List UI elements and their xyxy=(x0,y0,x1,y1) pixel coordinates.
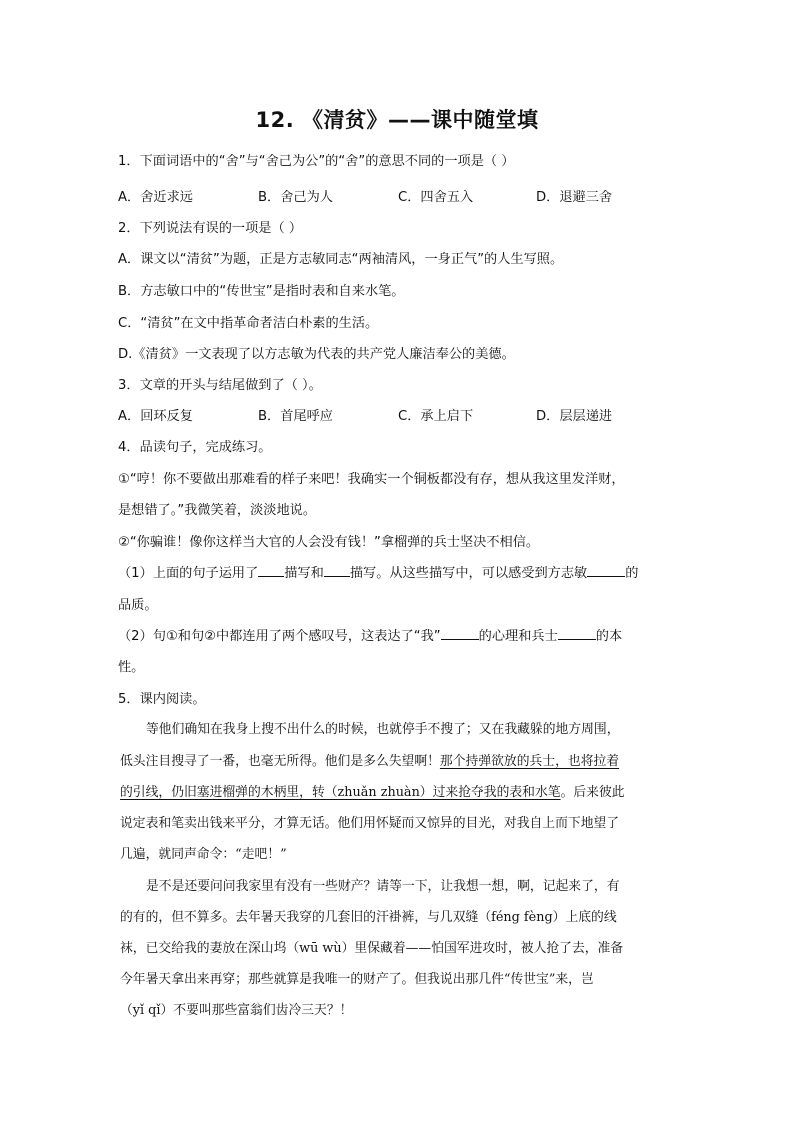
passage-p1-line-3-plain: 。后来彼此 xyxy=(560,785,625,800)
question-3-stem: 3．文章的开头与结尾做到了（ ）。 xyxy=(118,378,322,393)
question-1-option-a[interactable]: A．舍近求远 xyxy=(118,190,193,205)
question-3-option-a[interactable]: A．回环反复 xyxy=(118,409,193,424)
sub-question-1-text-b: 描写和 xyxy=(284,566,324,581)
question-4-stem: 4．品读句子，完成练习。 xyxy=(118,440,272,455)
sub-question-1-line-2: 品质。 xyxy=(118,598,158,613)
passage-p2-line-3: 袜，已交给我的妻放在深山坞（wū wù）里保藏着——怕国军进攻时，被人抢了去，准备 xyxy=(120,941,624,956)
answer-blank[interactable] xyxy=(324,564,350,577)
sentence-1-line-1: ①“哼！你不要做出那难看的样子来吧！我确实一个铜板都没有存，想从我这里发洋财， xyxy=(118,472,625,487)
page-title: 12. 《清贫》——课中随堂填 xyxy=(255,108,539,132)
sub-question-2 xyxy=(118,625,622,644)
question-1-option-d[interactable]: D．退避三舍 xyxy=(536,190,613,205)
question-2-option-a[interactable]: A．课文以“清贫”为题，正是方志敏同志“两袖清风，一身正气”的人生写照。 xyxy=(118,252,564,267)
question-3-option-b[interactable]: B．首尾呼应 xyxy=(258,409,333,424)
question-2-option-d[interactable]: D.《清贫》一文表现了以方志敏为代表的共产党人廉洁奉公的美德。 xyxy=(118,347,515,362)
question-1-stem: 1．下面词语中的“舍”与“舍己为公”的“舍”的意思不同的一项是（ ） xyxy=(118,154,515,169)
passage-p1-line-3 xyxy=(120,781,676,800)
question-2-stem: 2．下列说法有误的一项是（ ） xyxy=(118,221,303,236)
passage-underlined-sentence-cont: 的引线，仍旧塞进榴弹的木柄里，转（zhuǎn zhuàn）过来抢夺我的表和水笔 xyxy=(120,785,561,800)
passage-p2-line-1: 是不是还要问问我家里有没有一些财产？请等一下，让我想一想，啊，记起来了，有 xyxy=(146,879,620,894)
sub-question-2-line-2: 性。 xyxy=(118,660,145,675)
answer-blank[interactable] xyxy=(558,627,596,640)
sub-question-1-text-a: （1）上面的句子运用了 xyxy=(118,566,259,581)
sub-question-1-text-d: 的 xyxy=(625,566,639,581)
question-1-option-c[interactable]: C．四舍五入 xyxy=(398,190,474,205)
sub-question-2-text-b: 的心理和兵士 xyxy=(478,629,558,644)
answer-blank[interactable] xyxy=(258,564,284,577)
passage-p1-line-5: 几遍，就同声命令：“走吧！” xyxy=(120,847,287,862)
question-2-option-b[interactable]: B．方志敏口中的“传世宝”是指时表和自来水笔。 xyxy=(118,284,405,299)
answer-blank[interactable] xyxy=(441,627,479,640)
passage-p2-line-2: 的有的，但不算多。去年暑天我穿的几套旧的汗褂裤，与几双缝（féng fèng）上底的线 xyxy=(120,910,617,925)
sub-question-1-text-c: 描写。从这些描写中，可以感受到方志敏 xyxy=(349,566,588,581)
sentence-2: ②“你骗谁！像你这样当大官的人会没有钱！”拿榴弹的兵士坚决不相信。 xyxy=(118,535,540,550)
passage-underlined-sentence: 那个持弹欲放的兵士，也将拉着 xyxy=(439,754,620,769)
passage-p2-line-5: （yǐ qǐ）不要叫那些富翁们齿冷三天？！ xyxy=(120,1003,353,1018)
passage-p2-line-4: 今年暑天拿出来再穿；那些就算是我唯一的财产了。但我说出那几件“传世宝”来，岂 xyxy=(120,972,594,987)
passage-p1-line-4: 说定表和笔卖出钱来平分，才算无话。他们用怀疑而又惊异的目光，对我自上而下地望了 xyxy=(120,816,620,831)
question-3-option-d[interactable]: D．层层递进 xyxy=(536,409,613,424)
sub-question-2-text-a: （2）句①和句②中都连用了两个感叹号，这表达了“我” xyxy=(118,629,441,644)
answer-blank[interactable] xyxy=(587,564,625,577)
question-1-option-b[interactable]: B．舍己为人 xyxy=(258,190,333,205)
passage-p1-line-2-plain: 低头注目搜寻了一番，也毫无所得。他们是多么失望啊！ xyxy=(120,754,440,769)
question-3-option-c[interactable]: C．承上启下 xyxy=(398,409,474,424)
passage-p1-line-1: 等他们确知在我身上搜不出什么的时候，也就停手不搜了；又在我藏躲的地方周围， xyxy=(146,722,620,737)
passage-p1-line-2 xyxy=(120,750,676,769)
sub-question-1 xyxy=(118,562,638,581)
question-5-stem: 5．课内阅读。 xyxy=(118,692,206,707)
question-2-option-c[interactable]: C．“清贫”在文中指革命者洁白朴素的生活。 xyxy=(118,316,379,331)
sub-question-2-text-c: 的本 xyxy=(595,629,623,644)
sentence-1-line-2: 是想错了。”我微笑着，淡淡地说。 xyxy=(118,503,317,518)
